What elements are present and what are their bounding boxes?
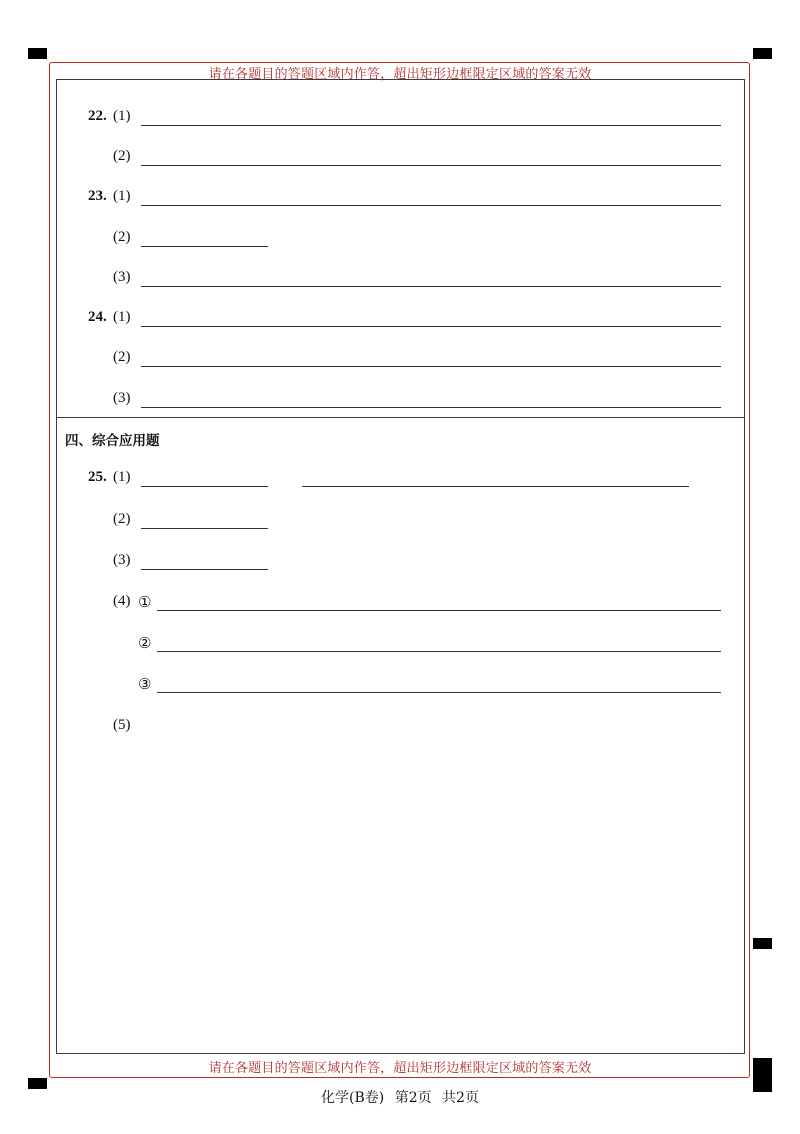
question-25-part-2-label: (2) [113, 511, 131, 527]
question-24-part-3-label: (3) [113, 390, 131, 406]
boundary-notice-bottom: 请在各题目的答题区域内作答，超出矩形边框限定区域的答案无效 [208, 1061, 592, 1076]
question-24-number: 24. [88, 309, 107, 325]
question-22-part-2-answer-line[interactable] [141, 165, 721, 166]
question-25-part-3-label: (3) [113, 552, 131, 568]
question-24-part-3-answer-line[interactable] [141, 407, 721, 408]
boundary-notice-top: 请在各题目的答题区域内作答，超出矩形边框限定区域的答案无效 [208, 67, 592, 82]
question-25-part-1-answer-line-b[interactable] [302, 486, 689, 487]
question-23-part-2-label: (2) [113, 229, 131, 245]
question-25-part-4-item-1-answer-line[interactable] [157, 610, 721, 611]
question-25-part-4-item-3-answer-line[interactable] [157, 692, 721, 693]
question-25-part-4-item-1-marker: ① [138, 595, 152, 611]
question-24-part-2-label: (2) [113, 349, 131, 365]
registration-mark-top-left [28, 48, 47, 59]
question-24-part-2-answer-line[interactable] [141, 366, 721, 367]
question-25-part-4-item-3-marker: ③ [138, 677, 152, 693]
question-23-part-3-label: (3) [113, 269, 131, 285]
question-25-part-4-item-2-marker: ② [138, 636, 152, 652]
question-22-number: 22. [88, 108, 107, 124]
question-25-part-2-answer-line[interactable] [141, 528, 268, 529]
question-22-part-1-answer-line[interactable] [141, 125, 721, 126]
question-25-part-1-label: (1) [113, 469, 131, 485]
question-22-part-2-label: (2) [113, 148, 131, 164]
question-25-number: 25. [88, 469, 107, 485]
question-23-number: 23. [88, 188, 107, 204]
question-24-part-1-label: (1) [113, 309, 131, 325]
section-divider [56, 417, 745, 418]
question-23-part-1-answer-line[interactable] [141, 205, 721, 206]
registration-mark-mid-right [753, 938, 772, 949]
question-24-part-1-answer-line[interactable] [141, 326, 721, 327]
question-25-part-4-item-2-answer-line[interactable] [157, 651, 721, 652]
page-footer: 化学(B卷) 第2页 共2页 [321, 1090, 479, 1106]
question-25-part-5-label: (5) [113, 717, 131, 733]
question-25-part-4-label: (4) [113, 593, 131, 609]
question-25-part-1-answer-line-a[interactable] [141, 486, 268, 487]
question-23-part-1-label: (1) [113, 188, 131, 204]
question-25-part-5-answer-area[interactable] [140, 740, 720, 1040]
question-25-part-3-answer-line[interactable] [141, 569, 268, 570]
question-23-part-2-answer-line[interactable] [141, 246, 268, 247]
registration-mark-top-right [753, 48, 772, 59]
section-4-title: 四、综合应用题 [65, 433, 160, 449]
question-23-part-3-answer-line[interactable] [141, 286, 721, 287]
question-22-part-1-label: (1) [113, 108, 131, 124]
